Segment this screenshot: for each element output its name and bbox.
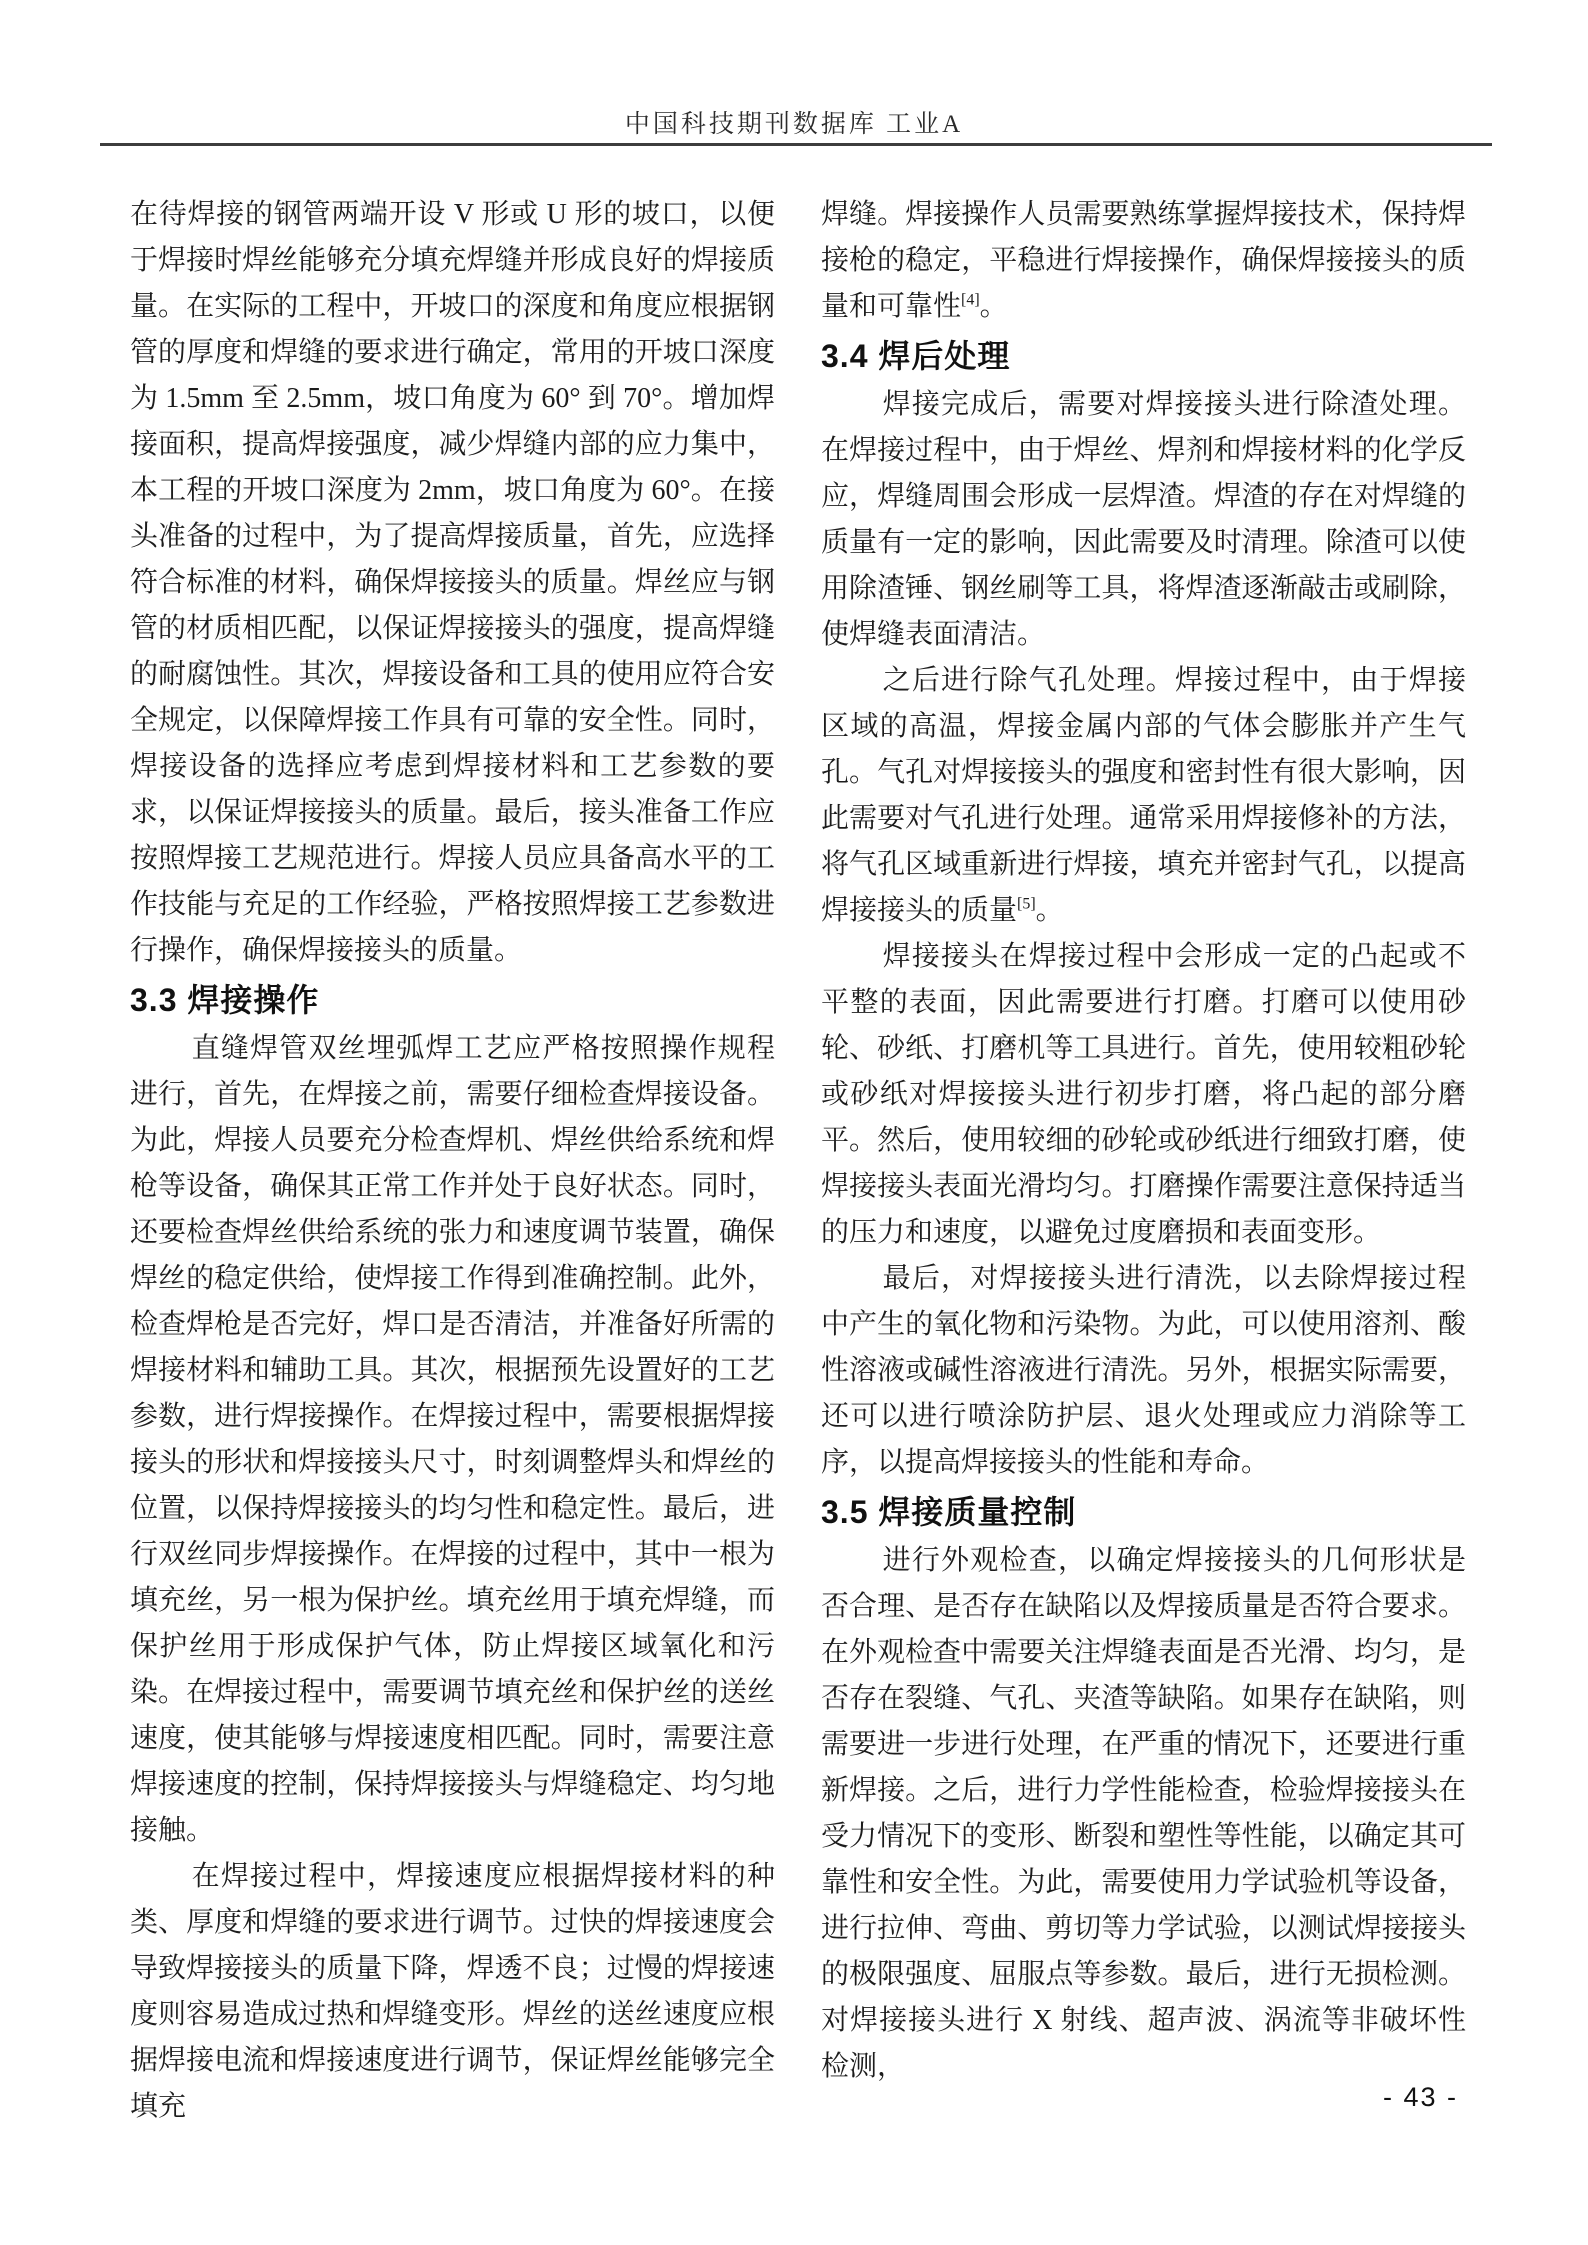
paragraph-cleaning: 最后，对焊接接头进行清洗，以去除焊接过程中产生的氧化物和污染物。为此，可以使用溶剂、酸性溶液或碱性溶液进行清洗。另外，根据实际需要，还可以进行喷涂防护层、退火处理或应力消除等工序，以提高焊接接头的性能和寿命。 (821, 1263, 1466, 1478)
left-column (130, 192, 775, 2130)
page-number: - 43 - (1383, 2082, 1459, 2112)
section-heading-3-4: 3.4 焊后处理 (821, 338, 1011, 374)
journal-header-title: 中国科技期刊数据库 工业A (624, 111, 964, 138)
paragraph-quality-control: 进行外观检查，以确定焊接接头的几何形状是否合理、是否存在缺陷以及焊接质量是否符合要求。在外观检查中需要关注焊缝表面是否光滑、均匀，是否存在裂缝、气孔、夹渣等缺陷。如果存在缺陷，则需要进一步进行处理，在严重的情况下，还要进行重新焊接。之后，进行力学性能检查，检验焊接接头在受力情况下的变形、断裂和塑性等性能，以确定其可靠性和安全性。为此，需要使用力学试验机等设备，进行拉伸、弯曲、剪切等力学试验，以测试焊接接头的极限强度、屈服点等参数。最后，进行无损检测。对焊接接头进行 X 射线、超声波、涡流等非破坏性检测， (821, 1545, 1466, 2082)
citation-ref-5: [5] (1017, 895, 1036, 913)
paragraph-welding-operation: 直缝焊管双丝埋弧焊工艺应严格按照操作规程进行，首先，在焊接之前，需要仔细检查焊接设备。为此，焊接人员要充分检查焊机、焊丝供给系统和焊枪等设备，确保其正常工作并处于良好状态。同时，还要检查焊丝供给系统的张力和速度调节装置，确保焊丝的稳定供给，使焊接工作得到准确控制。此外，检查焊枪是否完好，焊口是否清洁，并准备好所需的焊接材料和辅助工具。其次，根据预先设置好的工艺参数，进行焊接操作。在焊接过程中，需要根据焊接接头的形状和焊接接头尺寸，时刻调整焊头和焊丝的位置，以保持焊接接头的均匀性和稳定性。最后，进行双丝同步焊接操作。在焊接的过程中，其中一根为填充丝，另一根为保护丝。填充丝用于填充焊缝，而保护丝用于形成保护气体，防止焊接区域氧化和污染。在焊接过程中，需要调节填充丝和保护丝的送丝速度，使其能够与焊接速度相匹配。同时，需要注意焊接速度的控制，保持焊接接头与焊缝稳定、均匀地接触。 (130, 1033, 775, 1846)
content-columns (130, 192, 1466, 2130)
paragraph-text-tail: 。 (979, 291, 1008, 322)
paragraph-text-tail: 。 (1035, 895, 1064, 926)
section-heading-3-5: 3.5 焊接质量控制 (821, 1494, 1077, 1530)
paragraph-text: 焊缝。焊接操作人员需要熟练掌握焊接技术，保持焊接枪的稳定，平稳进行焊接操作，确保焊接接头的质量和可靠性 (821, 199, 1466, 322)
paragraph-groove-preparation: 在待焊接的钢管两端开设 V 形或 U 形的坡口，以便于焊接时焊丝能够充分填充焊缝并形成良好的焊接质量。在实际的工程中，开坡口的深度和角度应根据钢管的厚度和焊缝的要求进行确定，常用的开坡口深度为 1.5mm 至 2.5mm，坡口角度为 60° 到 70°。增加焊接面积，提高焊接强度，减少焊缝内部的应力集中，本工程的开坡口深度为 2mm，坡口角度为 60°。在接头准备的过程中，为了提高焊接质量，首先，应选择符合标准的材料，确保焊接接头的质量。焊丝应与钢管的材质相匹配，以保证焊接接头的强度，提高焊缝的耐腐蚀性。其次，焊接设备和工具的使用应符合安全规定，以保障焊接工作具有可靠的安全性。同时，焊接设备的选择应考虑到焊接材料和工艺参数的要求，以保证焊接接头的质量。最后，接头准备工作应按照焊接工艺规范进行。焊接人员应具备高水平的工作技能与充足的工作经验，严格按照焊接工艺参数进行操作，确保焊接接头的质量。 (130, 199, 775, 966)
header-rule-divider (100, 143, 1492, 146)
paragraph-grinding: 焊接接头在焊接过程中会形成一定的凸起或不平整的表面，因此需要进行打磨。打磨可以使用砂轮、砂纸、打磨机等工具进行。首先，使用较粗砂轮或砂纸对焊接接头进行初步打磨，将凸起的部分磨平。然后，使用较细的砂轮或砂纸进行细致打磨，使焊接接头表面光滑均匀。打磨操作需要注意保持适当的压力和速度，以避免过度磨损和表面变形。 (821, 941, 1466, 1248)
paragraph-text: 之后进行除气孔处理。焊接过程中，由于焊接区域的高温，焊接金属内部的气体会膨胀并产生气孔。气孔对焊接接头的强度和密封性有很大影响，因此需要对气孔进行处理。通常采用焊接修补的方法，将气孔区域重新进行焊接，填充并密封气孔，以提高焊接接头的质量 (821, 665, 1466, 926)
paragraph-welding-speed: 在焊接过程中，焊接速度应根据焊接材料的种类、厚度和焊缝的要求进行调节。过快的焊接速度会导致焊接接头的质量下降，焊透不良；过慢的焊接速度则容易造成过热和焊缝变形。焊丝的送丝速度应根据焊接电流和焊接速度进行调节，保证焊丝能够完全填充 (130, 1861, 775, 2122)
paragraph-slag-removal: 焊接完成后，需要对焊接接头进行除渣处理。在焊接过程中，由于焊丝、焊剂和焊接材料的化学反应，焊缝周围会形成一层焊渣。焊渣的存在对焊缝的质量有一定的影响，因此需要及时清理。除渣可以使用除渣锤、钢丝刷等工具，将焊渣逐渐敲击或刷除，使焊缝表面清洁。 (821, 389, 1466, 650)
citation-ref-4: [4] (961, 291, 980, 309)
right-column (821, 192, 1466, 2090)
section-heading-3-3: 3.3 焊接操作 (130, 982, 320, 1018)
paragraph-weld-seam-continuation (821, 192, 1466, 330)
paragraph-porosity-treatment (821, 658, 1466, 934)
